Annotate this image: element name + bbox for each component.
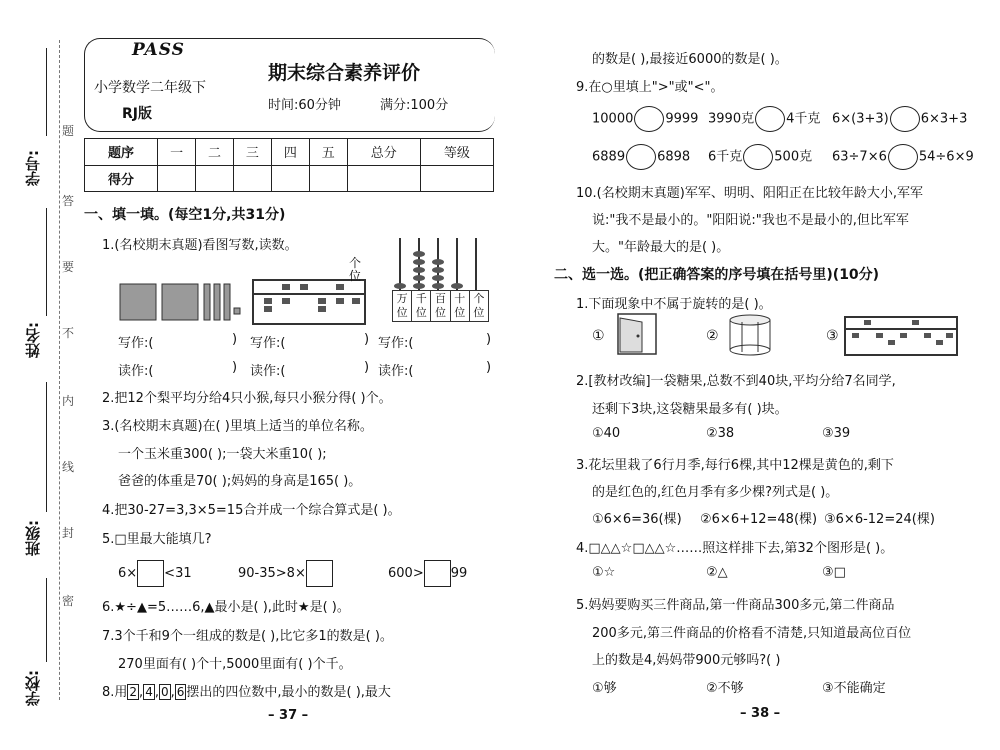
section-2-heading: 二、选一选。(把正确答案的序号填在括号里)(10分) — [554, 267, 880, 283]
answer-box[interactable] — [424, 560, 451, 587]
abacus-option-figure — [844, 316, 958, 356]
s2-option[interactable]: ②38 — [706, 426, 735, 441]
compare-circle[interactable] — [888, 144, 918, 170]
score-cell[interactable] — [233, 165, 271, 192]
q7-line-b: 270里面有( )个十,5000里面有( )个千。 — [118, 657, 352, 672]
binding-dashed-line — [59, 40, 60, 700]
digit-card: 0 — [160, 685, 169, 699]
binding-word: 答 — [62, 194, 75, 208]
s5-line-c: 上的数是4,妈妈带900元够吗?( ) — [592, 653, 781, 668]
place-value-labels — [392, 290, 489, 322]
q9-left: 10000 — [592, 111, 634, 127]
name-line — [46, 208, 47, 316]
write-label: 写作:( — [118, 336, 154, 351]
pass-logo: PASS — [132, 40, 185, 60]
s4-option[interactable]: ①☆ — [592, 565, 616, 580]
write-label: 写作:( — [250, 336, 286, 351]
binding-word: 不 — [62, 326, 75, 340]
place-label: 个位 — [473, 292, 485, 319]
q8-text: 8.用 2 , 4 , 0 , 6 摆出的四位数中,最小的数是( ),最大 — [102, 685, 391, 700]
name-label: 姓名: — [24, 322, 42, 358]
score-header-cell: 四 — [271, 139, 309, 166]
compare-circle[interactable] — [626, 144, 656, 170]
q5-item-a — [118, 560, 192, 587]
place-label: 千位 — [412, 291, 431, 321]
q9-item — [708, 144, 812, 170]
q5a-post: <31 — [164, 566, 192, 581]
s4-text: 4.□△△☆□△△☆……照这样排下去,第32个图形是( )。 — [576, 541, 894, 556]
binding-word: 密 — [62, 594, 75, 608]
q5-item-b — [238, 560, 333, 587]
unit-cube — [234, 308, 240, 314]
read-label: 读作:( — [250, 364, 286, 379]
s5-line-b: 200多元,第三件商品的价格看不清楚,只知道最高位百位 — [592, 626, 912, 641]
q9-right: 500克 — [774, 149, 813, 165]
s3-line-a: 3.花坛里栽了6行月季,每行6棵,其中12棵是黄色的,剩下 — [576, 458, 894, 473]
page-number-left: – 37 – — [268, 708, 309, 723]
q8-post: 摆出的四位数中,最小的数是( ),最大 — [186, 685, 391, 700]
score-header-cell: 总分 — [347, 139, 420, 166]
q9-left: 63÷7×6 — [832, 149, 887, 165]
q9-left: 6889 — [592, 149, 626, 165]
q9-right: 6898 — [657, 149, 691, 165]
write-close: ) — [364, 332, 370, 347]
q5c-post: 99 — [450, 566, 468, 581]
school-label: 学校: — [24, 670, 42, 706]
abacus-place-label: 个 — [349, 256, 362, 270]
q3-text: 3.(名校期末真题)在( )里填上适当的单位名称。 — [102, 419, 373, 434]
s1-option-label: ② — [706, 328, 719, 344]
revolving-door-figure — [726, 312, 774, 356]
score-header-cell: 一 — [158, 139, 196, 166]
compare-circle[interactable] — [890, 106, 920, 132]
q10-line-b: 说:"我不是最小的。"阳阳说:"我也不是最小的,但比军军 — [592, 213, 909, 228]
write-close: ) — [232, 332, 238, 347]
score-cell[interactable] — [309, 165, 347, 192]
s3-option[interactable]: ②6×6+12=48(棵) — [700, 512, 818, 527]
full-score: 满分:100分 — [380, 98, 449, 113]
read-close: ) — [364, 360, 370, 375]
score-header-cell: 五 — [309, 139, 347, 166]
hundred-cube — [162, 284, 198, 320]
s5-option[interactable]: ①够 — [592, 681, 617, 696]
subject: 小学数学二年级下 — [94, 80, 206, 96]
ten-rod — [204, 284, 210, 320]
q9-right: 54÷6×9 — [918, 149, 974, 165]
class-label: 班级: — [24, 520, 42, 556]
digit-card: 6 — [176, 685, 185, 699]
q10-line-c: 大。"年龄最大的是( )。 — [592, 240, 730, 255]
digit-card: 2 — [129, 685, 138, 699]
q9-right: 9999 — [665, 111, 699, 127]
student-id-line — [46, 48, 47, 136]
score-table — [84, 138, 494, 192]
score-header-cell: 三 — [233, 139, 271, 166]
answer-box[interactable] — [137, 560, 164, 587]
q9-left: 6千克 — [708, 149, 743, 165]
q5a-pre: 6× — [118, 566, 138, 581]
abacus-place-label: 位 — [349, 269, 362, 283]
read-close: ) — [486, 360, 492, 375]
q9-item — [708, 106, 820, 132]
s2-option[interactable]: ③39 — [822, 426, 851, 441]
abacus-figure — [252, 278, 368, 326]
hundred-cube — [120, 284, 156, 320]
q8-continuation: 的数是( ),最接近6000的数是( )。 — [592, 52, 788, 67]
q4-text: 4.把30-27=3,3×5=15合并成一个综合算式是( )。 — [102, 503, 401, 518]
q9-text: 9.在○里填上">"或"<"。 — [576, 80, 724, 95]
binding-word: 题 — [62, 124, 75, 138]
q9-right: 4千克 — [786, 111, 821, 127]
binding-word: 线 — [62, 460, 75, 474]
compare-circle[interactable] — [634, 106, 664, 132]
q6-text: 6.★÷▲=5……6,▲最小是( ),此时★是( )。 — [102, 600, 350, 615]
q5b-pre: 90-35>8× — [238, 566, 306, 581]
exam-title: 期末综合素养评价 — [268, 62, 421, 84]
write-label: 写作:( — [378, 336, 414, 351]
score-cell[interactable] — [420, 165, 493, 192]
binding-word: 内 — [62, 394, 75, 408]
ten-rod — [224, 284, 230, 320]
q5-text: 5.□里最大能填几? — [102, 532, 212, 547]
q1-text: 1.(名校期末真题)看图写数,读数。 — [102, 238, 298, 253]
q9-right: 6×3+3 — [920, 111, 968, 127]
q5c-pre: 600> — [388, 566, 424, 581]
write-close: ) — [486, 332, 492, 347]
read-close: ) — [232, 360, 238, 375]
s3-option[interactable]: ①6×6=36(棵) — [592, 512, 682, 527]
door-figure — [612, 312, 660, 356]
s3-line-b: 的是红色的,红色月季有多少棵?列式是( )。 — [592, 485, 839, 500]
score-header-cell: 等级 — [420, 139, 493, 166]
s1-option-label: ① — [592, 328, 605, 344]
q9-item — [592, 144, 690, 170]
s5-line-a: 5.妈妈要购买三件商品,第一件商品300多元,第二件商品 — [576, 598, 895, 613]
s2-line-a: 2.[教材改编]一袋糖果,总数不到40块,平均分给7名同学, — [576, 374, 896, 389]
score-header-cell: 二 — [196, 139, 234, 166]
q7-text: 7.3个千和9个一组成的数是( ),比它多1的数是( )。 — [102, 629, 393, 644]
base-ten-blocks-figure — [118, 278, 244, 324]
class-line — [46, 382, 47, 512]
bead-counter-figure — [392, 236, 488, 292]
place-label: 十位 — [451, 291, 470, 321]
read-label: 读作:( — [378, 364, 414, 379]
binding-word: 封 — [62, 526, 75, 540]
s4-option[interactable]: ③□ — [822, 565, 846, 580]
place-label: 百位 — [431, 291, 450, 321]
score-header-cell: 题序 — [85, 139, 158, 166]
q2-text: 2.把12个梨平均分给4只小猴,每只小猴分得( )个。 — [102, 391, 392, 406]
s5-option[interactable]: ③不能确定 — [822, 681, 886, 696]
s1-option-label: ③ — [826, 328, 839, 344]
s2-option[interactable]: ①40 — [592, 426, 621, 441]
q8-pre: 8.用 — [102, 685, 128, 700]
compare-circle[interactable] — [743, 144, 773, 170]
q9-item — [592, 106, 698, 132]
answer-box[interactable] — [306, 560, 333, 587]
s2-line-b: 还剩下3块,这袋糖果最多有( )块。 — [592, 402, 788, 417]
s1-text: 1.下面现象中不属于旋转的是( )。 — [576, 297, 772, 312]
q10-line-a: 10.(名校期末真题)军军、明明、阳阳正在比较年龄大小,军军 — [576, 186, 923, 201]
read-label: 读作:( — [118, 364, 154, 379]
s5-option[interactable]: ②不够 — [706, 681, 744, 696]
student-id-label: 学号: — [24, 150, 42, 186]
score-cell[interactable] — [347, 165, 420, 192]
s4-option[interactable]: ②△ — [706, 565, 728, 580]
score-cell[interactable] — [196, 165, 234, 192]
q9-left: 6×(3+3) — [832, 111, 889, 127]
q3-line-b: 爸爸的体重是70( );妈妈的身高是165( )。 — [118, 474, 362, 489]
q9-left: 3990克 — [708, 111, 755, 127]
page-number-right: – 38 – — [740, 706, 781, 721]
section-1-heading: 一、填一填。(每空1分,共31分) — [84, 207, 286, 223]
score-cell[interactable] — [271, 165, 309, 192]
digit-card: 4 — [145, 685, 153, 699]
q3-line-a: 一个玉米重300( );一袋大米重10( ); — [118, 447, 327, 462]
score-cell[interactable] — [158, 165, 196, 192]
q9-item — [832, 106, 967, 132]
place-label: 万位 — [393, 291, 412, 321]
q5-item-c — [388, 560, 467, 587]
time-limit: 时间:60分钟 — [268, 98, 341, 113]
binding-word: 要 — [62, 260, 75, 274]
edition: RJ版 — [122, 106, 152, 122]
s3-option[interactable]: ③6×6-12=24(棵) — [824, 512, 935, 527]
q9-item — [832, 144, 974, 170]
compare-circle[interactable] — [755, 106, 785, 132]
score-row-label: 得分 — [85, 165, 158, 192]
ten-rod — [214, 284, 220, 320]
school-line — [46, 578, 47, 662]
